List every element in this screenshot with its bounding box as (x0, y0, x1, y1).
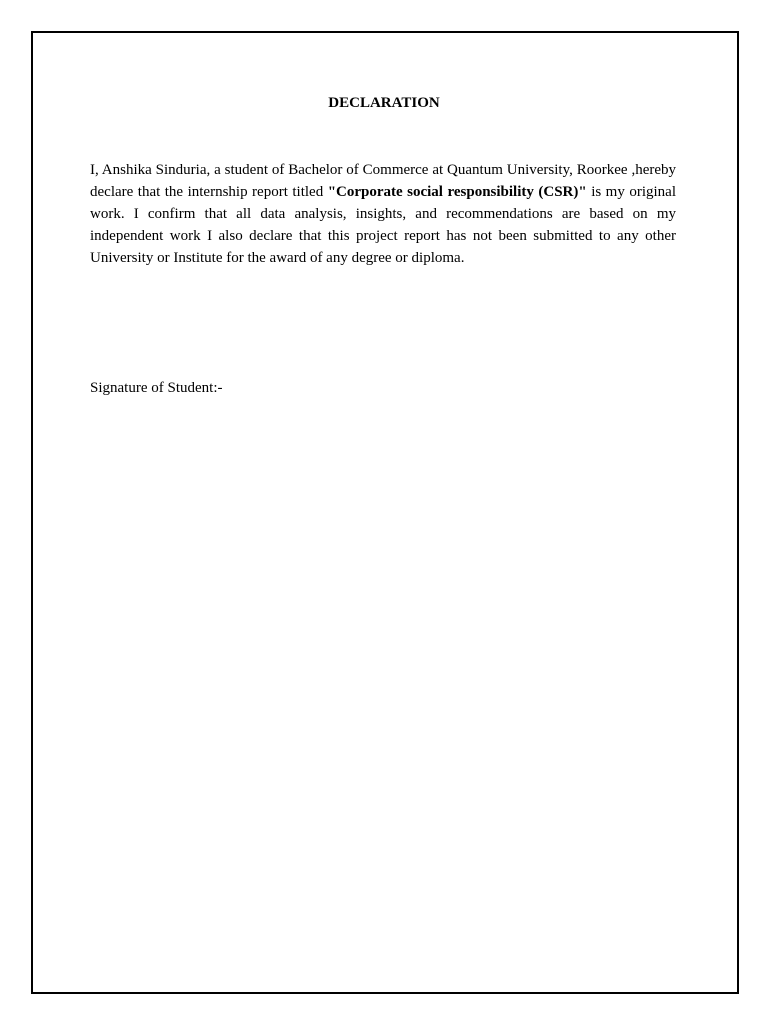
page-title: DECLARATION (328, 95, 440, 111)
report-title: "Corporate social responsibility (CSR)" (327, 184, 587, 200)
declaration-text-end: is my original work. I confirm that all data analysis, insights, and recommendations are based on my independent work I also declare that this project report has not been submitted to any other University or Institute for the award of any degree or diploma. (90, 184, 676, 266)
declaration-paragraph (90, 159, 676, 269)
signature-label: Signature of Student:- (90, 380, 223, 396)
declaration-text-start: I, Anshika Sinduria, a student of Bachelor of Commerce at Quantum University, Roorkee ,hereby declare that the internship report titled (90, 162, 676, 200)
